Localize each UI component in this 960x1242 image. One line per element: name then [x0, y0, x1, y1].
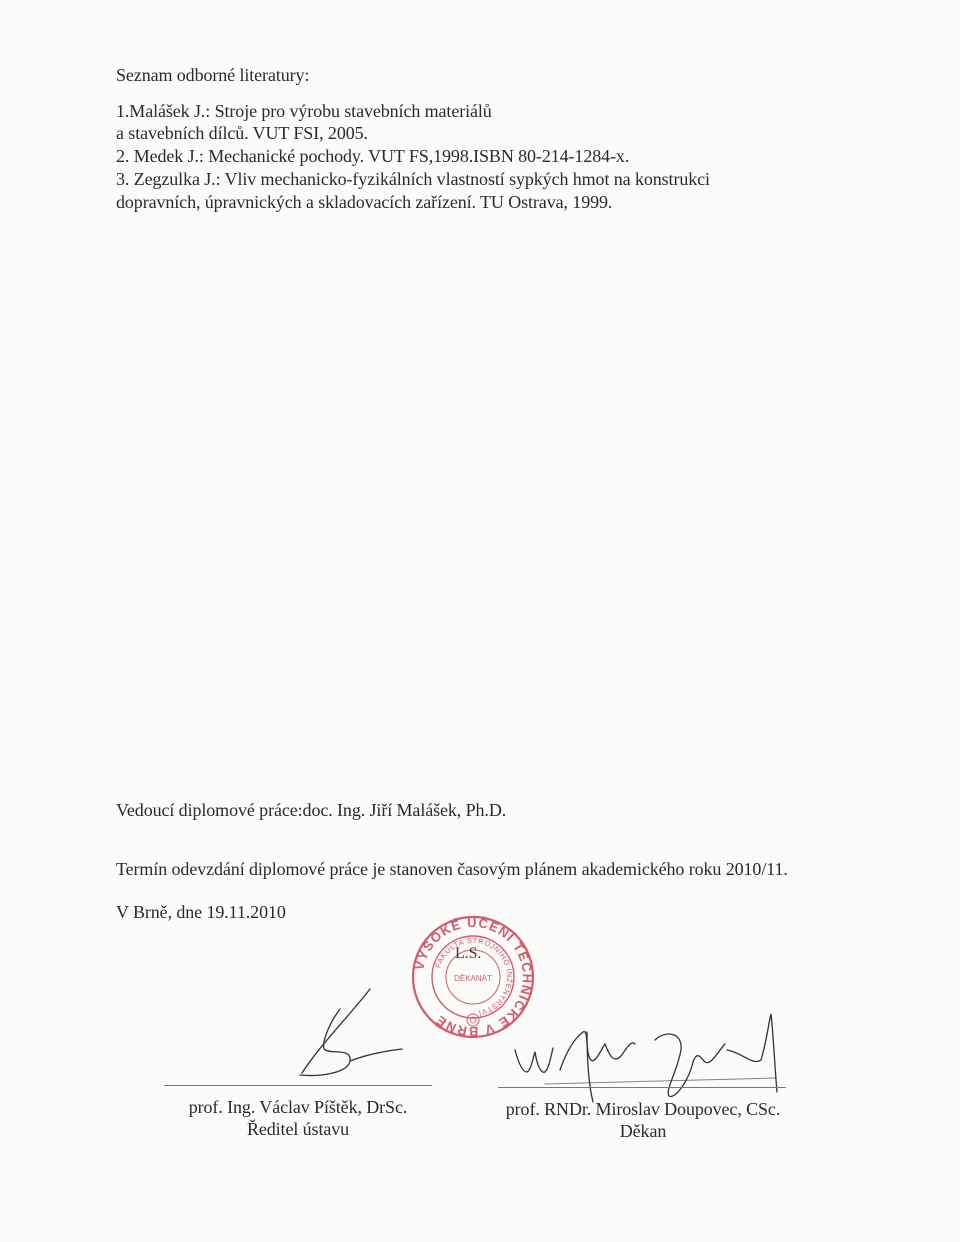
left-signature	[280, 985, 410, 1085]
literature-item: 1.Malášek J.: Stroje pro výrobu stavebních materiálů	[116, 101, 492, 121]
stamp-inner-text: FAKULTA STROJNÍHO INŽENÝRSTVÍ	[433, 935, 515, 1018]
right-signatory-name: prof. RNDr. Miroslav Doupovec, CSc.	[505, 1099, 781, 1119]
left-signatory-title: Ředitel ústavu	[246, 1119, 350, 1139]
literature-item: 2. Medek J.: Mechanické pochody. VUT FS,1998.ISBN 80-214-1284-x.	[116, 146, 630, 166]
right-signatory-title: Děkan	[619, 1121, 667, 1141]
literature-item: dopravních, úpravnických a skladovacích zařízení. TU Ostrava, 1999.	[116, 192, 613, 212]
stamp-center-text: DĚKANÁT	[454, 974, 492, 983]
deadline-line: Termín odevzdání diplomové práce je stanoven časovým plánem akademického roku 2010/11.	[116, 859, 788, 879]
left-signature-line	[164, 1085, 432, 1086]
literature-item: a stavebních dílců. VUT FSI, 2005.	[116, 123, 368, 143]
supervisor-line: Vedoucí diplomové práce:doc. Ing. Jiří Malášek, Ph.D.	[116, 800, 507, 820]
place-date: V Brně, dne 19.11.2010	[116, 902, 286, 922]
right-signature-line	[498, 1087, 786, 1088]
left-signatory-name: prof. Ing. Václav Píštěk, DrSc.	[188, 1097, 408, 1117]
right-signature	[505, 1010, 785, 1110]
ls-mark: L.S.	[455, 945, 482, 962]
literature-item: 3. Zegzulka J.: Vliv mechanicko-fyzikálních vlastností sypkých hmot na konstrukci	[116, 169, 710, 189]
literature-heading: Seznam odborné literatury:	[116, 65, 310, 85]
stamp-ring-text: VYSOKÉ UČENÍ TECHNICKÉ V BRNĚ	[411, 914, 536, 1040]
